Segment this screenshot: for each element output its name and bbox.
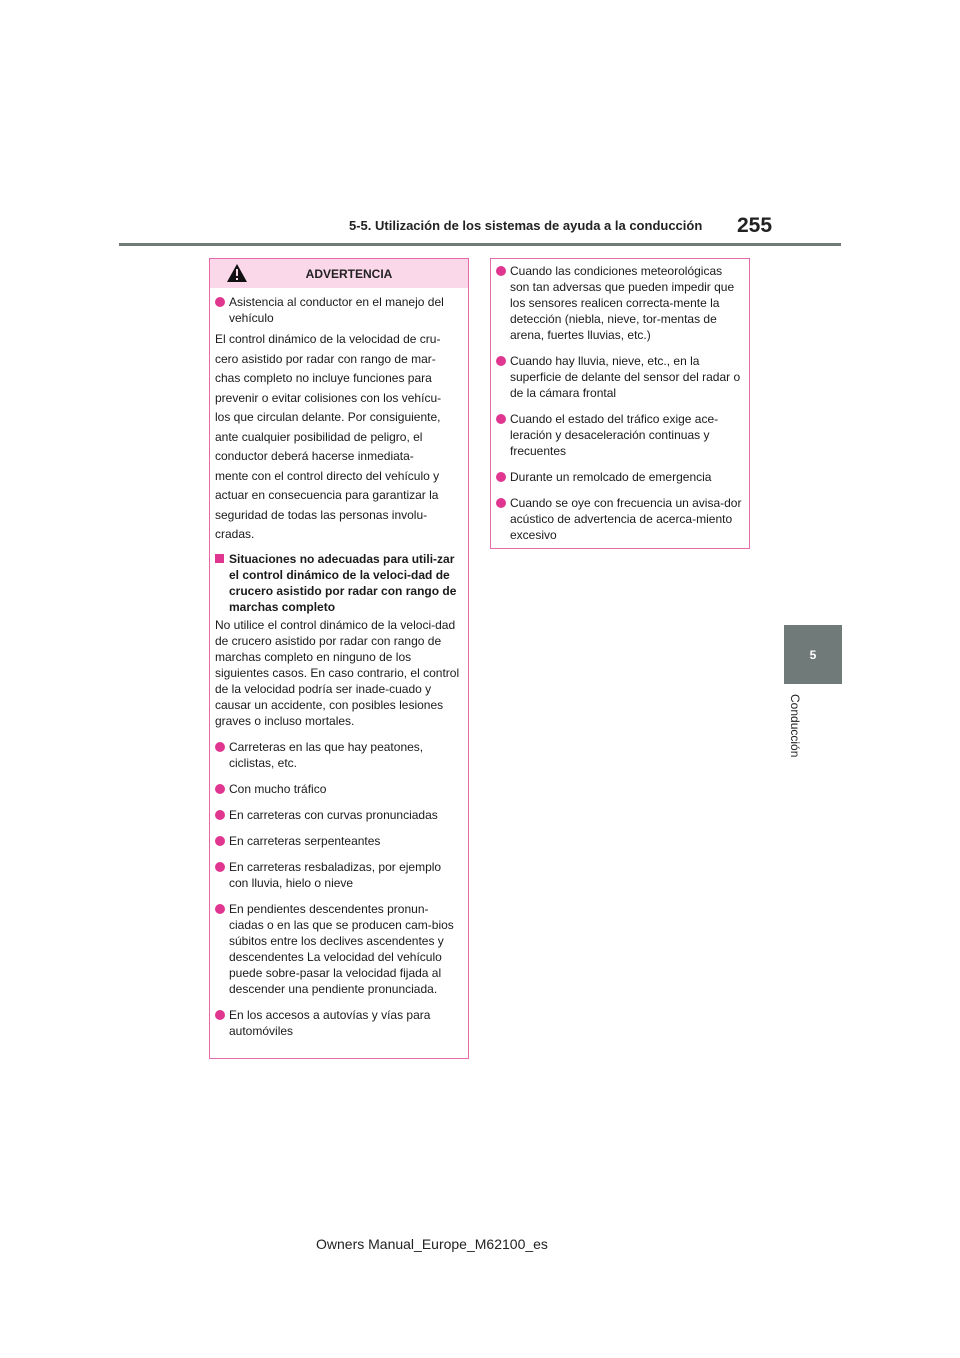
bullet-dot-icon bbox=[215, 810, 225, 820]
chapter-number: 5 bbox=[809, 647, 817, 662]
list-item bbox=[496, 411, 744, 459]
bullet-text: Carreteras en las que hay peatones, ciclistas, etc. bbox=[229, 739, 424, 770]
bullet-dot-icon bbox=[215, 784, 225, 794]
warning-triangle-icon bbox=[226, 263, 248, 283]
bullet-dot-icon bbox=[215, 742, 225, 752]
bullet-dot-icon bbox=[496, 498, 506, 508]
bullet-text: Asistencia al conductor en el manejo del vehículo bbox=[229, 295, 444, 325]
bullet-text: En carreteras con curvas pronunciadas bbox=[229, 807, 438, 822]
bullet-dot-icon bbox=[215, 1010, 225, 1020]
list-item bbox=[215, 1007, 463, 1039]
intro-line: seguridad de todas las personas involu- bbox=[215, 507, 428, 522]
footer-text: Owners Manual_Europe_M62100_es bbox=[316, 1236, 548, 1252]
sub-paragraph: No utilice el control dinámico de la veloci-dad de crucero asistido por radar con rango de marchas completo en ninguno de los siguientes casos. En caso contrario, el control de la velocidad podría ser inade-cuado y causar un accidente, con posibles lesiones graves o incluso mortales. bbox=[215, 617, 460, 728]
bullet-text: Cuando hay lluvia, nieve, etc., en la superficie de delante del sensor del radar o de la cámara frontal bbox=[510, 354, 741, 400]
intro-line: chas completo no incluye funciones para bbox=[215, 371, 432, 385]
page-number: 255 bbox=[737, 214, 773, 237]
bullet-dot-icon bbox=[496, 266, 506, 276]
bullet-dot-icon bbox=[215, 862, 225, 872]
subheading-item bbox=[215, 551, 463, 615]
bullet-dot-icon bbox=[215, 297, 225, 307]
list-item bbox=[215, 859, 463, 891]
chapter-tab[interactable] bbox=[784, 625, 842, 684]
chapter-label: Conducción bbox=[788, 694, 802, 758]
subheading: Situaciones no adecuadas para utili-zar el control dinámico de la veloci-dad de crucero asistido por radar con rango de marchas completo bbox=[229, 551, 457, 614]
list-item bbox=[215, 807, 463, 823]
list-item bbox=[496, 353, 744, 401]
bullet-text: Cuando se oye con frecuencia un avisa-dor acústico de advertencia de acerca-miento excesivo bbox=[510, 496, 742, 542]
bullet-text: En carreteras resbaladizas, por ejemplo con lluvia, hielo o nieve bbox=[229, 859, 442, 890]
intro-line: El control dinámico de la velocidad de cru- bbox=[215, 332, 441, 346]
list-item bbox=[215, 739, 463, 771]
bullet-text: Durante un remolcado de emergencia bbox=[510, 470, 712, 484]
list-item bbox=[496, 495, 744, 543]
warning-box-right bbox=[490, 258, 750, 549]
list-item bbox=[496, 469, 744, 485]
intro-line: cero asistido por radar con rango de mar- bbox=[215, 351, 436, 366]
list-item bbox=[496, 263, 744, 343]
intro-line: conductor deberá hacerse inmediata- bbox=[215, 449, 414, 463]
bullet-dot-icon bbox=[215, 836, 225, 846]
bullet-text: En los accesos a autovías y vías para automóviles bbox=[229, 1007, 431, 1038]
bullet-text: Cuando las condiciones meteorológicas son tan adversas que pueden impedir que los sensores realicen correcta-mente la detección (niebla, nieve, tor-mentas de arena, fuertes lluvias, etc.) bbox=[510, 264, 735, 342]
intro-line: los que circulan delante. Por consiguiente, bbox=[215, 410, 441, 424]
square-bullet-icon bbox=[215, 554, 224, 563]
bullet-text: En pendientes descendentes pronun-ciadas o en las que se producen cam-bios súbitos entre los declives ascendentes y descendentes La velocidad del vehículo puede sobre-pasar la velocidad fijada al descender una pendiente pronunciada. bbox=[229, 901, 454, 996]
warning-box-left bbox=[209, 258, 469, 1059]
intro-line: mente con el control directo del vehículo y bbox=[215, 468, 440, 483]
list-item bbox=[215, 294, 463, 326]
bullet-text: Con mucho tráfico bbox=[229, 781, 327, 796]
bullet-dot-icon bbox=[496, 414, 506, 424]
intro-line: prevenir o evitar colisiones con los vehícu- bbox=[215, 390, 442, 405]
bullet-dot-icon bbox=[496, 472, 506, 482]
intro-line: actuar en consecuencia para garantizar la bbox=[215, 488, 439, 502]
intro-line: ante cualquier posibilidad de peligro, el bbox=[215, 429, 423, 444]
intro-paragraph bbox=[215, 330, 463, 545]
bullet-dot-icon bbox=[215, 904, 225, 914]
warning-header bbox=[210, 259, 468, 288]
bullet-text: Cuando el estado del tráfico exige ace-leración y desaceleración continuas y frecuentes bbox=[510, 412, 719, 458]
warning-heading: ADVERTENCIA bbox=[305, 266, 393, 281]
bullet-text: En carreteras serpenteantes bbox=[229, 833, 381, 848]
list-item bbox=[215, 833, 463, 849]
list-item bbox=[215, 781, 463, 797]
section-title: 5-5. Utilización de los sistemas de ayuda a la conducción bbox=[349, 218, 703, 233]
intro-line: cradas. bbox=[215, 527, 255, 541]
warning-body bbox=[210, 288, 468, 1039]
bullet-dot-icon bbox=[496, 356, 506, 366]
header-rule bbox=[119, 243, 841, 246]
list-item bbox=[215, 901, 463, 997]
